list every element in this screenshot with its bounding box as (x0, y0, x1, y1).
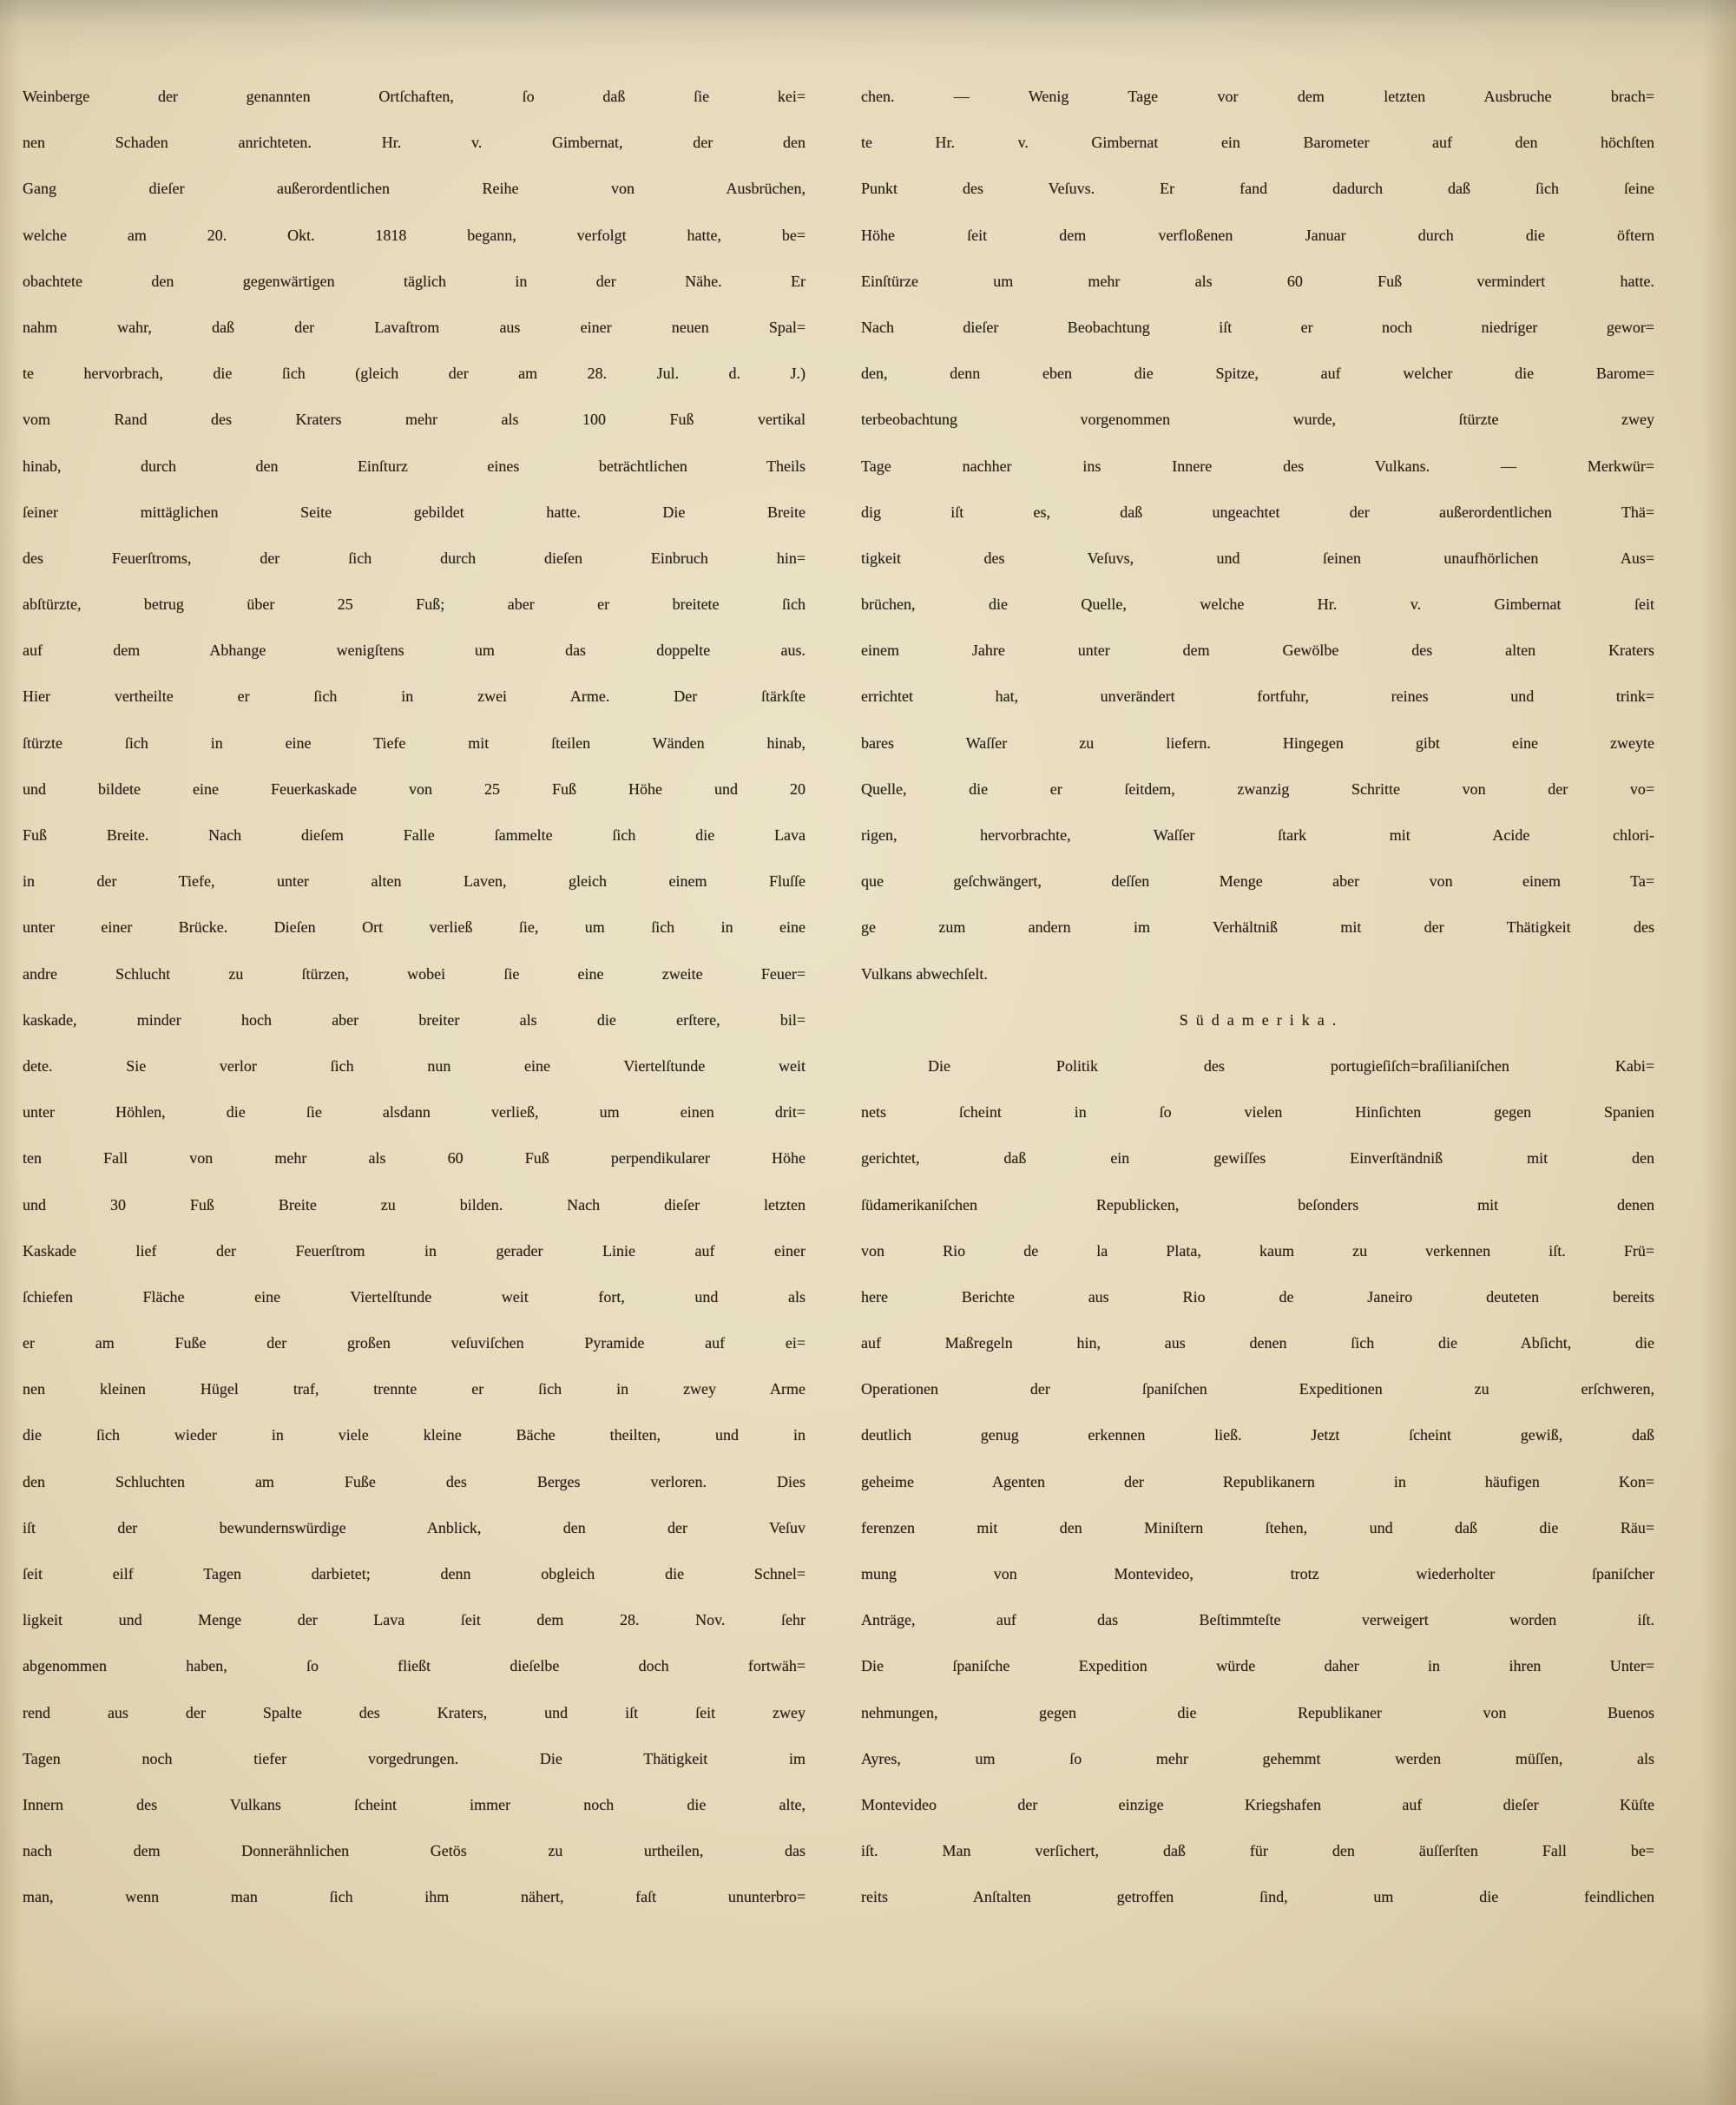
right-column-line: Anträge, auf das Beſtimmteſte verweigert worden iſt. (861, 1611, 1654, 1629)
left-column-line: abgenommen haben, ſo fließt dieſelbe doch fortwäh= (23, 1657, 806, 1675)
right-column-line: Nach dieſer Beobachtung iſt er noch niedriger gewor= (861, 318, 1654, 336)
left-column-line: auf dem Abhange wenigſtens um das doppelte aus. (23, 641, 806, 660)
left-column-line: ſchiefen Fläche eine Viertelſtunde weit fort, und als (23, 1287, 806, 1306)
right-column-line: deutlich genug erkennen ließ. Jetzt ſcheint gewiß, daß (861, 1426, 1654, 1444)
right-column-line: Tage nachher ins Innere des Vulkans. — Merkwür= (861, 457, 1654, 475)
right-column-line: von Rio de la Plata, kaum zu verkennen iſt. Frü= (861, 1241, 1654, 1260)
right-column-line: Die Politik des portugieſiſch=braſilianiſchen Kabi= (928, 1056, 1654, 1075)
right-column-line: te Hr. v. Gimbernat ein Barometer auf den höchſten (861, 134, 1654, 152)
left-column-line: hinab, durch den Einſturz eines beträchtlichen Theils (23, 457, 806, 475)
right-column-line: den, denn eben die Spitze, auf welcher die Barome= (861, 365, 1654, 383)
right-column-line: ge zum andern im Verhältniß mit der Thätigkeit des (861, 918, 1654, 937)
left-column-line: nen Schaden anrichteten. Hr. v. Gimbernat, der den (23, 134, 806, 152)
right-column-line: geheime Agenten der Republikanern in häufigen Kon= (861, 1472, 1654, 1490)
left-column-line: te hervorbrach, die ſich (gleich der am 28. Jul. d. J.) (23, 365, 806, 383)
right-column-line: chen. — Wenig Tage vor dem letzten Ausbruche brach= (861, 88, 1654, 105)
right-column-line: brüchen, die Quelle, welche Hr. v. Gimbernat ſeit (861, 595, 1654, 614)
left-column-line: vom Rand des Kraters mehr als 100 Fuß vertikal (23, 411, 806, 429)
left-column-line: andre Schlucht zu ſtürzen, wobei ſie eine zweite Feuer= (23, 964, 806, 983)
left-column-line: Hier vertheilte er ſich in zwei Arme. Der ſtärkſte (23, 687, 806, 706)
right-column-line: here Berichte aus Rio de Janeiro deuteten bereits (861, 1287, 1654, 1306)
left-column (23, 74, 806, 1921)
right-column-line: Die ſpaniſche Expedition würde daher in ihren Unter= (861, 1657, 1654, 1675)
left-column-line: die ſich wieder in viele kleine Bäche theilten, und in (23, 1426, 806, 1444)
right-column-line: einem Jahre unter dem Gewölbe des alten Kraters (861, 641, 1654, 660)
right-column-line: que geſchwängert, deſſen Menge aber von einem Ta= (861, 872, 1654, 891)
left-column-line: und bildete eine Feuerkaskade von 25 Fuß Höhe und 20 (23, 780, 806, 798)
right-column-line: Punkt des Veſuvs. Er fand dadurch daß ſich ſeine (861, 180, 1654, 198)
left-column-line: ſtürzte ſich in eine Tiefe mit ſteilen Wänden hinab, (23, 733, 806, 752)
left-column-line: nach dem Donnerähnlichen Getös zu urtheilen, das (23, 1842, 806, 1860)
right-column-line: rigen, hervorbrachte, Waſſer ſtark mit Acide chlori- (861, 826, 1654, 844)
right-column-line: Vulkans abwechſelt. (861, 964, 988, 983)
right-column-line: Einſtürze um mehr als 60 Fuß vermindert hatte. (861, 272, 1654, 290)
left-column-line: kaskade, minder hoch aber breiter als die erſtere, bil= (23, 1010, 806, 1029)
left-column-line: unter einer Brücke. Dieſen Ort verließ ſie, um ſich in eine (23, 918, 806, 937)
right-column-line: nets ſcheint in ſo vielen Hinſichten gegen Spanien (861, 1103, 1654, 1122)
right-column-line: errichtet hat, unverändert fortfuhr, reines und trink= (861, 687, 1654, 706)
right-column-line: iſt. Man verſichert, daß für den äuſſerſten Fall be= (861, 1842, 1654, 1860)
left-column-line: abſtürzte, betrug über 25 Fuß; aber er breitete ſich (23, 595, 806, 614)
right-column-line: Quelle, die er ſeitdem, zwanzig Schritte von der vo= (861, 780, 1654, 798)
left-column-line: iſt der bewundernswürdige Anblick, den der Veſuv (23, 1518, 806, 1536)
left-column-line: Gang dieſer außerordentlichen Reihe von Ausbrüchen, (23, 180, 806, 198)
left-column-line: nen kleinen Hügel traf, trennte er ſich in zwey Arme (23, 1380, 806, 1398)
right-column-line: auf Maßregeln hin, aus denen ſich die Abſicht, die (861, 1334, 1654, 1352)
left-column-line: Fuß Breite. Nach dieſem Falle ſammelte ſich die Lava (23, 826, 806, 844)
right-column-line: ferenzen mit den Miniſtern ſtehen, und daß die Räu= (861, 1518, 1654, 1536)
right-column-line: bares Waſſer zu liefern. Hingegen gibt eine zweyte (861, 733, 1654, 752)
right-column (861, 74, 1654, 1921)
section-heading: Südamerika. (1179, 1010, 1345, 1029)
left-column-line: ten Fall von mehr als 60 Fuß perpendikularer Höhe (23, 1149, 806, 1168)
left-column-line: Innern des Vulkans ſcheint immer noch die alte, (23, 1795, 806, 1813)
left-column-line: nahm wahr, daß der Lavaſtrom aus einer neuen Spal= (23, 318, 806, 336)
right-column-line: ſüdamerikaniſchen Republicken, beſonders mit denen (861, 1195, 1654, 1214)
left-column-line: ligkeit und Menge der Lava ſeit dem 28. Nov. ſehr (23, 1611, 806, 1629)
right-column-line: dig iſt es, daß ungeachtet der außerordentlichen Thä= (861, 503, 1654, 521)
left-column-line: den Schluchten am Fuße des Berges verloren. Dies (23, 1472, 806, 1490)
left-column-line: des Feuerſtroms, der ſich durch dieſen Einbruch hin= (23, 549, 806, 567)
left-column-line: obachtete den gegenwärtigen täglich in der Nähe. Er (23, 272, 806, 290)
left-column-line: welche am 20. Okt. 1818 begann, verfolgt hatte, be= (23, 226, 806, 244)
left-column-line: Tagen noch tiefer vorgedrungen. Die Thätigkeit im (23, 1749, 806, 1767)
left-column-line: ſeiner mittäglichen Seite gebildet hatte. Die Breite (23, 503, 806, 521)
right-column-line: gerichtet, daß ein gewiſſes Einverſtändniß mit den (861, 1149, 1654, 1168)
right-column-line: nehmungen, gegen die Republikaner von Buenos (861, 1703, 1654, 1721)
left-column-line: und 30 Fuß Breite zu bilden. Nach dieſer letzten (23, 1195, 806, 1214)
left-column-line: Kaskade lief der Feuerſtrom in gerader Linie auf einer (23, 1241, 806, 1260)
left-column-line: er am Fuße der großen veſuviſchen Pyramide auf ei= (23, 1334, 806, 1352)
left-column-line: unter Höhlen, die ſie alsdann verließ, um einen drit= (23, 1103, 806, 1122)
left-column-line: ſeit eilf Tagen darbietet; denn obgleich die Schnel= (23, 1565, 806, 1582)
right-column-line: tigkeit des Veſuvs, und ſeinen unaufhörlichen Aus= (861, 549, 1654, 567)
right-column-line: reits Anſtalten getroffen ſind, um die feindlichen (861, 1888, 1654, 1906)
left-column-line: man, wenn man ſich ihm nähert, faſt ununterbro= (23, 1888, 806, 1906)
right-column-line: Operationen der ſpaniſchen Expeditionen zu erſchweren, (861, 1380, 1654, 1398)
right-column-line: mung von Montevideo, trotz wiederholter ſpaniſcher (861, 1565, 1654, 1582)
right-column-line: Höhe ſeit dem verfloßenen Januar durch die öftern (861, 226, 1654, 244)
right-column-line: Ayres, um ſo mehr gehemmt werden müſſen, als (861, 1749, 1654, 1767)
left-column-line: rend aus der Spalte des Kraters, und iſt ſeit zwey (23, 1703, 806, 1721)
left-column-line: dete. Sie verlor ſich nun eine Viertelſtunde weit (23, 1056, 806, 1075)
left-column-line: Weinberge der genannten Ortſchaften, ſo daß ſie kei= (23, 88, 806, 105)
right-column-line: terbeobachtung vorgenommen wurde, ſtürzte zwey (861, 411, 1654, 429)
left-column-line: in der Tiefe, unter alten Laven, gleich einem Fluſſe (23, 872, 806, 891)
right-column-line: Montevideo der einzige Kriegshafen auf dieſer Küſte (861, 1795, 1654, 1813)
